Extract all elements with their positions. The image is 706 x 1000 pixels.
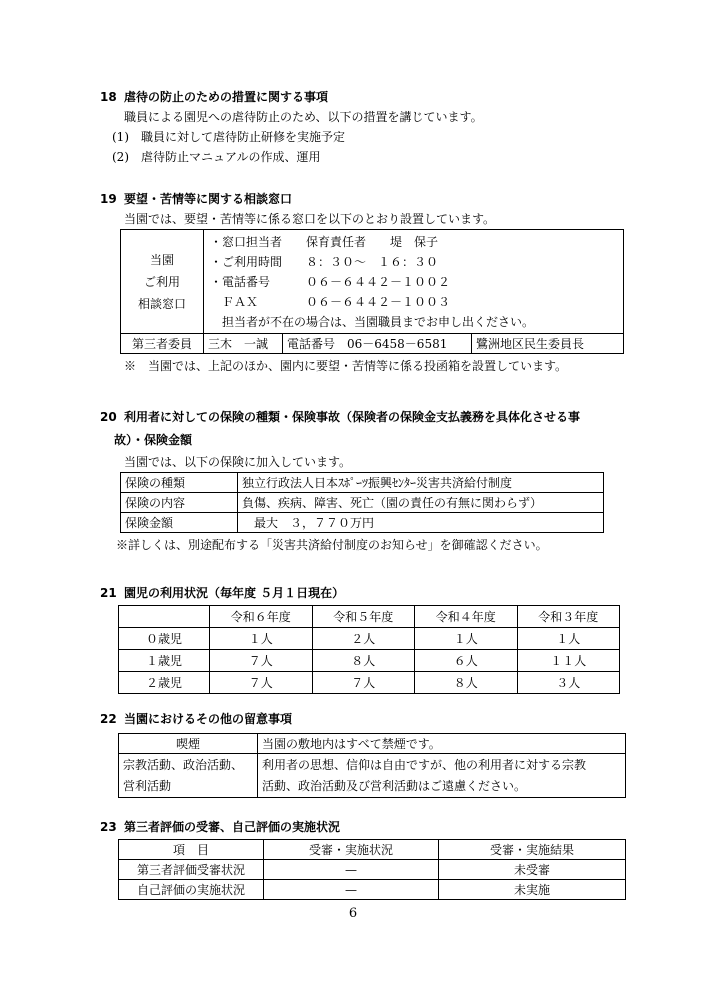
insurance-content-label: 保険の内容 (121, 493, 238, 513)
insurance-amount-value: 最大 ３，７７０万円 (238, 513, 604, 533)
table-row (121, 493, 604, 513)
table-row (119, 650, 620, 672)
third-party-org: 鷺洲地区民生委員長 (472, 334, 624, 354)
evaluation-item: 自己評価の実施状況 (119, 880, 264, 900)
section-19 (100, 190, 620, 376)
section-18 (100, 88, 620, 167)
header-cell: 受審・実施結果 (439, 840, 626, 860)
section-title: 要望・苦情等に関する相談窓口 (124, 192, 293, 206)
activities-label (119, 754, 258, 798)
section-title: 園児の利用状況（毎年度 ５月１日現在） (124, 586, 345, 600)
consultation-label-line: 相談窓口 (137, 296, 186, 311)
consultation-details (204, 230, 624, 334)
third-party-label: 第三者委員 (121, 334, 204, 354)
count-cell: １人 (517, 628, 620, 650)
table-row (119, 754, 626, 798)
activities-label-line: 宗教活動、政治活動、 (123, 757, 244, 772)
other-notes-table (118, 733, 626, 798)
count-cell: ７人 (312, 672, 415, 694)
consultation-table (120, 229, 624, 354)
age-label: ０歳児 (119, 628, 210, 650)
smoking-label: 喫煙 (119, 734, 258, 754)
section-number: 22 (100, 712, 117, 726)
third-party-phone: 電話番号 06－6458－6581 (283, 334, 472, 354)
section-23-heading (100, 818, 620, 835)
insurance-type-value: 独立行政法人日本ｽﾎﾟｰﾂ振興ｾﾝﾀｰ災害共済給付制度 (238, 473, 604, 493)
evaluation-item: 第三者評価受審状況 (119, 860, 264, 880)
section-22 (100, 710, 620, 798)
header-cell: 令和５年度 (312, 606, 415, 628)
table-header-row (119, 606, 620, 628)
fax-number: ＦＡＸ ０６－６４４２－１００３ (210, 294, 451, 309)
count-cell: ２人 (312, 628, 415, 650)
section-20-intro: 当園では、以下の保険に加入しています。 (124, 455, 352, 469)
section-number: 20 (100, 410, 117, 424)
table-row (119, 628, 620, 650)
header-cell: 項 目 (119, 840, 264, 860)
section-number: 18 (100, 90, 117, 104)
third-party-name: 三木 一誠 (204, 334, 283, 354)
insurance-amount-label: 保険金額 (121, 513, 238, 533)
section-number: 21 (100, 586, 117, 600)
activities-value (258, 754, 626, 798)
section-18-item-2: (2) 虐待防止マニュアルの作成、運用 (112, 150, 321, 164)
section-21 (100, 584, 620, 694)
enrollment-table (118, 605, 620, 694)
insurance-content-value: 負傷、疾病、障害、死亡（園の責任の有無に関わらず） (238, 493, 604, 513)
count-cell: １人 (415, 628, 518, 650)
table-row (121, 513, 604, 533)
count-cell: ７人 (210, 650, 313, 672)
age-label: １歳児 (119, 650, 210, 672)
count-cell: ６人 (415, 650, 518, 672)
section-title: 虐待の防止のための措置に関する事項 (124, 90, 329, 104)
consultation-label (121, 230, 204, 334)
section-20-heading (100, 408, 620, 425)
section-title: 当園におけるその他の留意事項 (124, 712, 293, 726)
header-cell: 令和６年度 (210, 606, 313, 628)
activities-value-line: 活動、政治活動及び営利活動はご遠慮ください。 (262, 778, 527, 793)
evaluation-table (118, 839, 626, 900)
table-row (121, 473, 604, 493)
insurance-table (120, 472, 604, 533)
section-21-heading (100, 584, 620, 601)
activities-label-line: 営利活動 (123, 778, 172, 793)
evaluation-result: 未実施 (439, 880, 626, 900)
evaluation-status: — (264, 880, 439, 900)
section-18-intro: 職員による園児への虐待防止のため、以下の措置を講じています。 (124, 110, 483, 124)
page-number: 6 (348, 906, 358, 921)
section-23 (100, 818, 620, 900)
header-cell-empty (119, 606, 210, 628)
count-cell: １人 (210, 628, 313, 650)
section-19-heading (100, 190, 620, 207)
activities-value-line: 利用者の思想、信仰は自由ですが、他の利用者に対する宗教 (262, 757, 587, 772)
section-20-note: ※詳しくは、別途配布する「災害共済給付制度のお知らせ」を御確認ください。 (116, 538, 548, 552)
table-row (119, 880, 626, 900)
contact-person: ・窓口担当者 保育責任者 堤 保子 (210, 234, 439, 249)
section-18-item-1: (1) 職員に対して虐待防止研修を実施予定 (112, 130, 345, 144)
header-cell: 受審・実施状況 (264, 840, 439, 860)
phone-number: ・電話番号 ０６－６４４２－１００２ (210, 274, 451, 289)
count-cell: ８人 (312, 650, 415, 672)
table-header-row (119, 840, 626, 860)
office-hours: ・ご利用時間 ８：３０～ １６：３０ (210, 254, 439, 269)
count-cell: ３人 (517, 672, 620, 694)
table-row (119, 672, 620, 694)
header-cell: 令和４年度 (415, 606, 518, 628)
table-row (119, 860, 626, 880)
section-title: 第三者評価の受審、自己評価の実施状況 (124, 820, 341, 834)
section-19-note: ※ 当園では、上記のほか、園内に要望・苦情等に係る投函箱を設置しています。 (124, 359, 568, 373)
consultation-label-line: 当園 (149, 252, 174, 267)
section-title-line-1: 利用者に対しての保険の種類・保険事故（保険者の保険金支払義務を具体化させる事 (124, 410, 581, 424)
absence-note: 担当者が不在の場合は、当園職員までお申し出ください。 (210, 314, 535, 329)
section-number: 19 (100, 192, 117, 206)
evaluation-status: — (264, 860, 439, 880)
section-22-heading (100, 710, 620, 727)
table-row (119, 734, 626, 754)
count-cell: １１人 (517, 650, 620, 672)
section-number: 23 (100, 820, 117, 834)
age-label: ２歳児 (119, 672, 210, 694)
section-title-line-2: 故）・保険金額 (114, 433, 193, 447)
section-18-heading (100, 88, 620, 105)
consultation-label-line: ご利用 (143, 274, 180, 289)
section-20 (100, 408, 620, 555)
insurance-type-label: 保険の種類 (121, 473, 238, 493)
count-cell: ８人 (415, 672, 518, 694)
section-19-intro: 当園では、要望・苦情等に係る窓口を以下のとおり設置しています。 (124, 212, 496, 226)
header-cell: 令和３年度 (517, 606, 620, 628)
evaluation-result: 未受審 (439, 860, 626, 880)
count-cell: ７人 (210, 672, 313, 694)
smoking-value: 当園の敷地内はすべて禁煙です。 (258, 734, 626, 754)
